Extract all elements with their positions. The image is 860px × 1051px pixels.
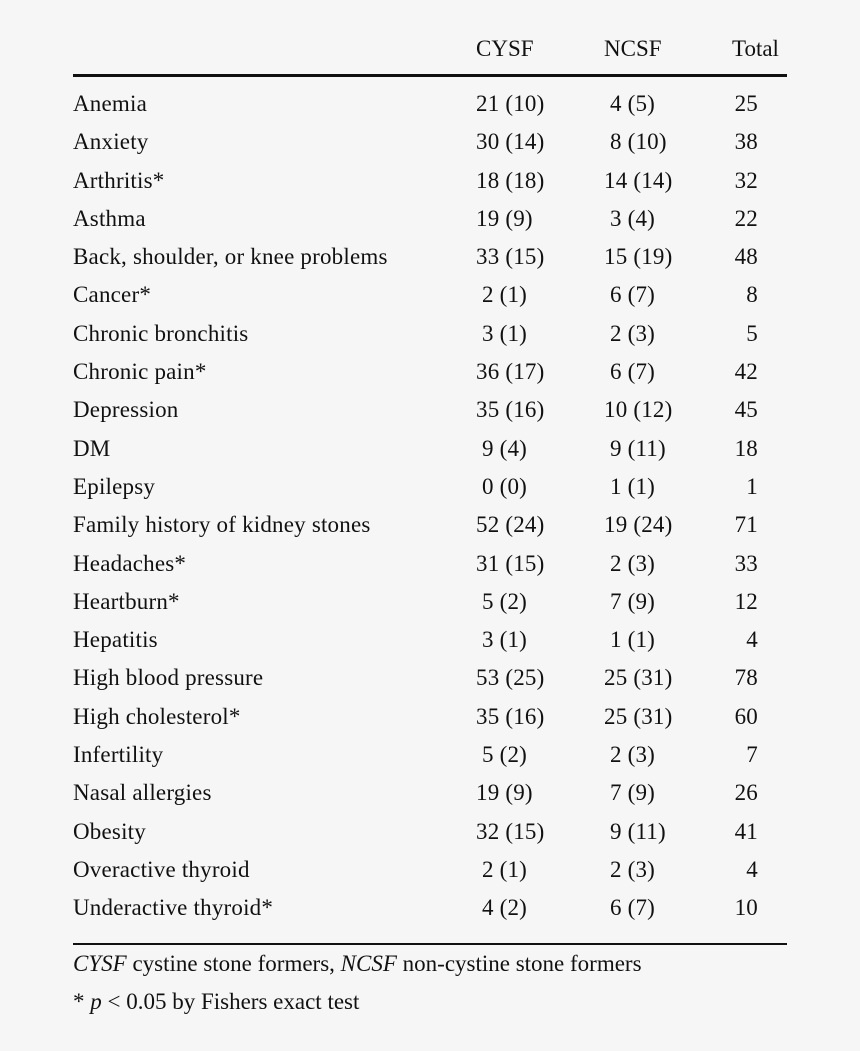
table-footnotes	[73, 945, 642, 1021]
row-label: Arthritis*	[73, 167, 165, 193]
total-value: 32	[734, 167, 758, 193]
row-label: Cancer*	[73, 282, 152, 308]
table-row	[73, 129, 787, 167]
total-value: 7	[746, 742, 758, 768]
footnote-sig-p: p	[90, 989, 102, 1014]
footnote-sig-prefix: *	[73, 989, 91, 1014]
table-row	[73, 589, 787, 627]
total-value: 78	[734, 665, 758, 691]
total-value: 10	[734, 895, 758, 921]
footnote-abbrev-ncsf: NCSF	[340, 951, 397, 976]
total-value: 12	[734, 588, 758, 614]
ncsf-value: 9 (11)	[604, 818, 666, 844]
ncsf-value: 2 (3)	[604, 550, 656, 576]
table-row	[73, 91, 787, 129]
ncsf-value: 2 (3)	[604, 320, 656, 346]
cysf-value: 36 (17)	[476, 359, 545, 385]
comorbidity-table	[73, 30, 787, 945]
total-value: 48	[734, 244, 758, 270]
row-label: Anemia	[73, 91, 148, 116]
ncsf-value: 6 (7)	[604, 895, 656, 921]
table-row	[73, 436, 787, 474]
cysf-value: 3 (1)	[476, 627, 528, 653]
ncsf-value: 1 (1)	[604, 627, 656, 653]
row-label: Back, shoulder, or knee problems	[73, 244, 388, 270]
total-value: 45	[734, 397, 758, 423]
ncsf-value: 25 (31)	[604, 703, 673, 729]
ncsf-value: 19 (24)	[604, 512, 673, 538]
table-row	[73, 704, 787, 742]
table-row	[73, 321, 787, 359]
footnote-significance	[73, 983, 642, 1021]
cysf-value: 21 (10)	[476, 91, 545, 116]
table-row	[73, 742, 787, 780]
row-label: Nasal allergies	[73, 780, 212, 806]
table-row	[73, 665, 787, 703]
table-row	[73, 627, 787, 665]
row-label: Chronic pain*	[73, 359, 207, 385]
table-row	[73, 780, 787, 818]
ncsf-value: 6 (7)	[604, 359, 656, 385]
table-body	[73, 77, 787, 943]
total-value: 71	[734, 512, 758, 538]
ncsf-value: 2 (3)	[604, 856, 656, 882]
total-value: 4	[746, 856, 758, 882]
cysf-value: 30 (14)	[476, 129, 545, 155]
total-value: 42	[734, 359, 758, 385]
row-label: Asthma	[73, 205, 146, 231]
table-row	[73, 359, 787, 397]
ncsf-value: 4 (5)	[604, 91, 656, 116]
row-label: Underactive thyroid*	[73, 895, 274, 921]
row-label: DM	[73, 435, 111, 461]
cysf-value: 2 (1)	[476, 856, 528, 882]
table-row	[73, 474, 787, 512]
row-label: Obesity	[73, 818, 146, 844]
total-value: 38	[734, 129, 758, 155]
ncsf-value: 8 (10)	[604, 129, 667, 155]
table-row	[73, 397, 787, 435]
cysf-value: 5 (2)	[476, 742, 528, 768]
row-label: Heartburn*	[73, 588, 180, 614]
table-row	[73, 244, 787, 282]
table-header-row	[73, 30, 787, 74]
cysf-value: 3 (1)	[476, 320, 528, 346]
column-header-ncsf: NCSF	[604, 36, 662, 61]
ncsf-value: 25 (31)	[604, 665, 673, 691]
total-value: 18	[734, 435, 758, 461]
cysf-value: 31 (15)	[476, 550, 545, 576]
cysf-value: 52 (24)	[476, 512, 545, 538]
row-label: Anxiety	[73, 129, 149, 155]
row-label: High cholesterol*	[73, 703, 241, 729]
total-value: 4	[746, 627, 758, 653]
total-value: 22	[734, 205, 758, 231]
ncsf-value: 2 (3)	[604, 742, 656, 768]
total-value: 26	[734, 780, 758, 806]
cysf-value: 19 (9)	[476, 205, 533, 231]
row-label: Infertility	[73, 742, 164, 768]
table-row	[73, 857, 787, 895]
cysf-value: 35 (16)	[476, 703, 545, 729]
table-row	[73, 819, 787, 857]
ncsf-value: 9 (11)	[604, 435, 666, 461]
cysf-value: 5 (2)	[476, 588, 528, 614]
table-row	[73, 512, 787, 550]
footnote-abbreviations	[73, 945, 642, 983]
row-label: Hepatitis	[73, 627, 158, 653]
ncsf-value: 14 (14)	[604, 167, 673, 193]
cysf-value: 19 (9)	[476, 780, 533, 806]
row-label: Depression	[73, 397, 179, 423]
row-label: Chronic bronchitis	[73, 320, 249, 346]
row-label: Family history of kidney stones	[73, 512, 371, 538]
footnote-sig-text: < 0.05 by Fishers exact test	[101, 989, 360, 1014]
total-value: 8	[746, 282, 758, 308]
ncsf-value: 10 (12)	[604, 397, 673, 423]
cysf-value: 53 (25)	[476, 665, 545, 691]
cysf-value: 2 (1)	[476, 282, 528, 308]
cysf-value: 9 (4)	[476, 435, 528, 461]
ncsf-value: 3 (4)	[604, 205, 656, 231]
cysf-value: 32 (15)	[476, 818, 545, 844]
cysf-value: 35 (16)	[476, 397, 545, 423]
row-label: Headaches*	[73, 550, 187, 576]
column-header-total: Total	[732, 36, 779, 61]
cysf-value: 18 (18)	[476, 167, 545, 193]
ncsf-value: 7 (9)	[604, 780, 656, 806]
total-value: 60	[734, 703, 758, 729]
table-row	[73, 168, 787, 206]
footnote-abbrev-cysf-text: cystine stone formers,	[126, 951, 341, 976]
footnote-abbrev-ncsf-text: non-cystine stone formers	[396, 951, 642, 976]
total-value: 41	[734, 818, 758, 844]
ncsf-value: 7 (9)	[604, 588, 656, 614]
cysf-value: 4 (2)	[476, 895, 528, 921]
total-value: 25	[734, 91, 758, 116]
row-label: High blood pressure	[73, 665, 264, 691]
row-label: Overactive thyroid	[73, 856, 250, 882]
table-row	[73, 206, 787, 244]
cysf-value: 0 (0)	[476, 473, 528, 499]
ncsf-value: 15 (19)	[604, 244, 673, 270]
table-row	[73, 551, 787, 589]
total-value: 1	[746, 473, 758, 499]
footnote-abbrev-cysf: CYSF	[73, 951, 127, 976]
column-header-cysf: CYSF	[476, 36, 534, 61]
ncsf-value: 6 (7)	[604, 282, 656, 308]
table-row	[73, 282, 787, 320]
table-row	[73, 895, 787, 933]
total-value: 5	[746, 320, 758, 346]
total-value: 33	[734, 550, 758, 576]
row-label: Epilepsy	[73, 473, 156, 499]
ncsf-value: 1 (1)	[604, 473, 656, 499]
cysf-value: 33 (15)	[476, 244, 545, 270]
